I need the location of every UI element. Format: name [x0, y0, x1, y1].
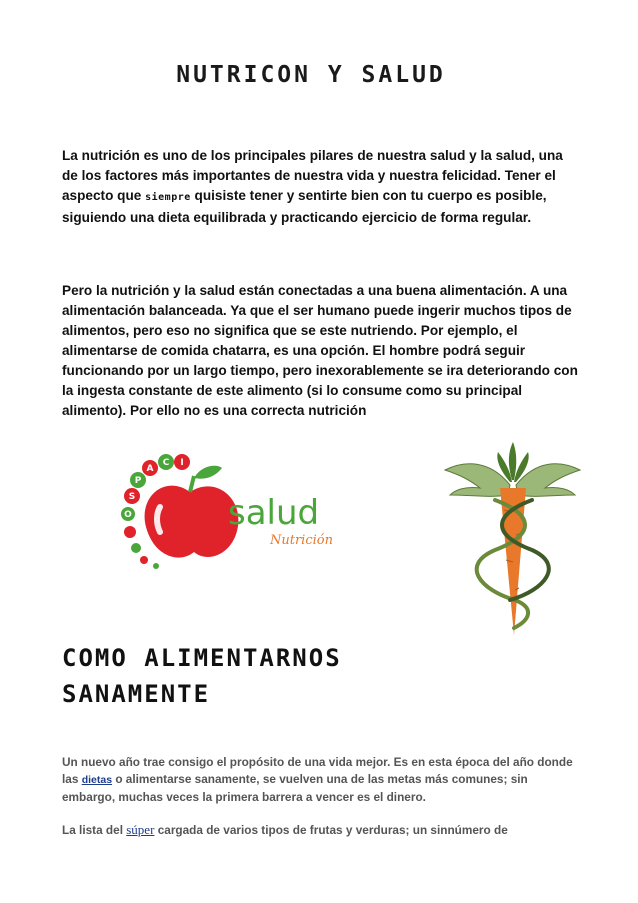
svg-text:S: S [128, 492, 136, 502]
emphasis-word: siempre [145, 192, 191, 203]
intro-text-end: quisiste tener y sentirte bien con tu cuerpo es posible, siguiendo una dieta equilibrada y practicando ejercicio de forma regular. [62, 188, 547, 225]
section-heading [62, 640, 562, 712]
logo-subtitle: Nutrición [270, 533, 333, 548]
new-year-text-end: o alimentarse sanamente, se vuelven una de las metas más comunes; sin embargo, muchas veces la primera barrera a vencer es el dinero. [62, 772, 528, 804]
paragraph-new-year [62, 754, 582, 806]
section-heading-line-2: SANAMENTE [62, 680, 211, 708]
section-heading-line-1: COMO ALIMENTARNOS [62, 644, 342, 672]
paragraph-intro [62, 146, 582, 228]
svg-text:O: O [124, 510, 132, 520]
paragraph-shopping-list [62, 821, 582, 839]
svg-text:C: C [162, 458, 170, 468]
apple-icon [145, 466, 239, 558]
dietas-link[interactable]: dietas [81, 774, 113, 786]
svg-text:I: I [180, 458, 184, 468]
shopping-text-start: La lista del [62, 823, 127, 837]
salud-nutricion-logo [110, 452, 360, 572]
logo-word: salud [228, 493, 320, 533]
shopping-text-end: cargada de varios tipos de frutas y verduras; un sinnúmero de [154, 823, 508, 837]
new-year-text-start: Un nuevo año trae consigo el propósito de una vida mejor. Es en esta época del año donde las [62, 755, 573, 786]
carrot-caduceus-image [440, 440, 585, 640]
super-link[interactable]: súper [126, 822, 155, 837]
intro-text-start: La nutrición es uno de los principales pilares de nuestra salud y la salud, una de los factores más importantes de nuestra vida y nuestra felicidad. Tener el aspecto que [62, 148, 563, 203]
page-title: NUTRICON Y SALUD [176, 62, 446, 88]
paragraph-nutrition: Pero la nutrición y la salud están conectadas a una buena alimentación. A una alimentación balanceada. Ya que el ser humano puede ingerir muchos tipos de alimentos, pero eso no significa que se este nutriendo. Por ejemplo, el alimentarse de comida chatarra, es una opción. El hombre podrá seguir funcionando por un largo tiempo, pero inexorablemente se ira deteriorando con la ingesta constante de este alimento (si lo consume como su principal alimento). Por ello no es una correcta nutrición [62, 283, 578, 418]
svg-text:P: P [134, 476, 142, 486]
svg-text:A: A [146, 464, 154, 474]
